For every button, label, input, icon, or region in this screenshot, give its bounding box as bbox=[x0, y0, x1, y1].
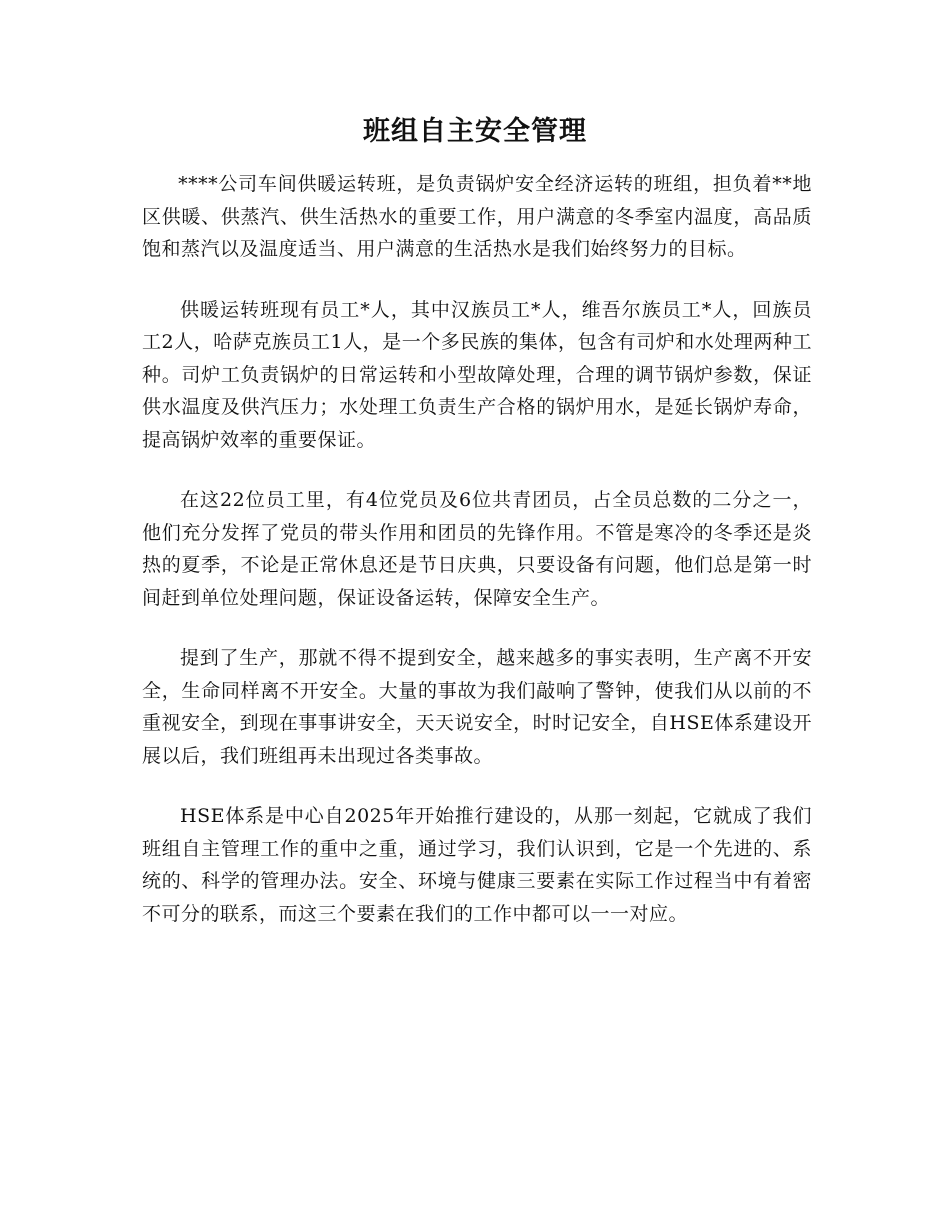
paragraph-5: HSE体系是中心自2025年开始推行建设的，从那一刻起，它就成了我们班组自主管理工作的重中之重，通过学习，我们认识到，它是一个先进的、系统的、科学的管理办法。安全、环境与健康三要素在实际工作过程当中有着密不可分的联系，而这三个要素在我们的工作中都可以一一对应。 bbox=[142, 805, 812, 925]
paragraph-1: ****公司车间供暖运转班，是负责锅炉安全经济运转的班组，担负着**地区供暖、供蒸汽、供生活热水的重要工作，用户满意的冬季室内温度，高品质饱和蒸汽以及温度适当、用户满意的生活热水是我们始终努力的目标。 bbox=[142, 173, 812, 260]
paragraph-2: 供暖运转班现有员工*人，其中汉族员工*人，维吾尔族员工*人，回族员工2人，哈萨克族员工1人，是一个多民族的集体，包含有司炉和水处理两种工种。司炉工负责锅炉的日常运转和小型故障处理，合理的调节锅炉参数，保证供水温度及供汽压力；水处理工负责生产合格的锅炉用水，是延长锅炉寿命，提高锅炉效率的重要保证。 bbox=[142, 298, 812, 451]
document-body bbox=[142, 168, 812, 958]
paragraph-3: 在这22位员工里，有4位党员及6位共青团员，占全员总数的二分之一，他们充分发挥了党员的带头作用和团员的先锋作用。不管是寒冷的冬季还是炎热的夏季，不论是正常休息还是节日庆典，只要设备有问题，他们总是第一时间赶到单位处理问题，保证设备运转，保障安全生产。 bbox=[142, 489, 812, 609]
paragraph-4: 提到了生产，那就不得不提到安全，越来越多的事实表明，生产离不开安全，生命同样离不开安全。大量的事故为我们敲响了警钟，使我们从以前的不重视安全，到现在事事讲安全，天天说安全，时时记安全，自HSE体系建设开展以后，我们班组再未出现过各类事故。 bbox=[142, 647, 812, 767]
document-title: 班组自主安全管理 bbox=[363, 116, 587, 147]
